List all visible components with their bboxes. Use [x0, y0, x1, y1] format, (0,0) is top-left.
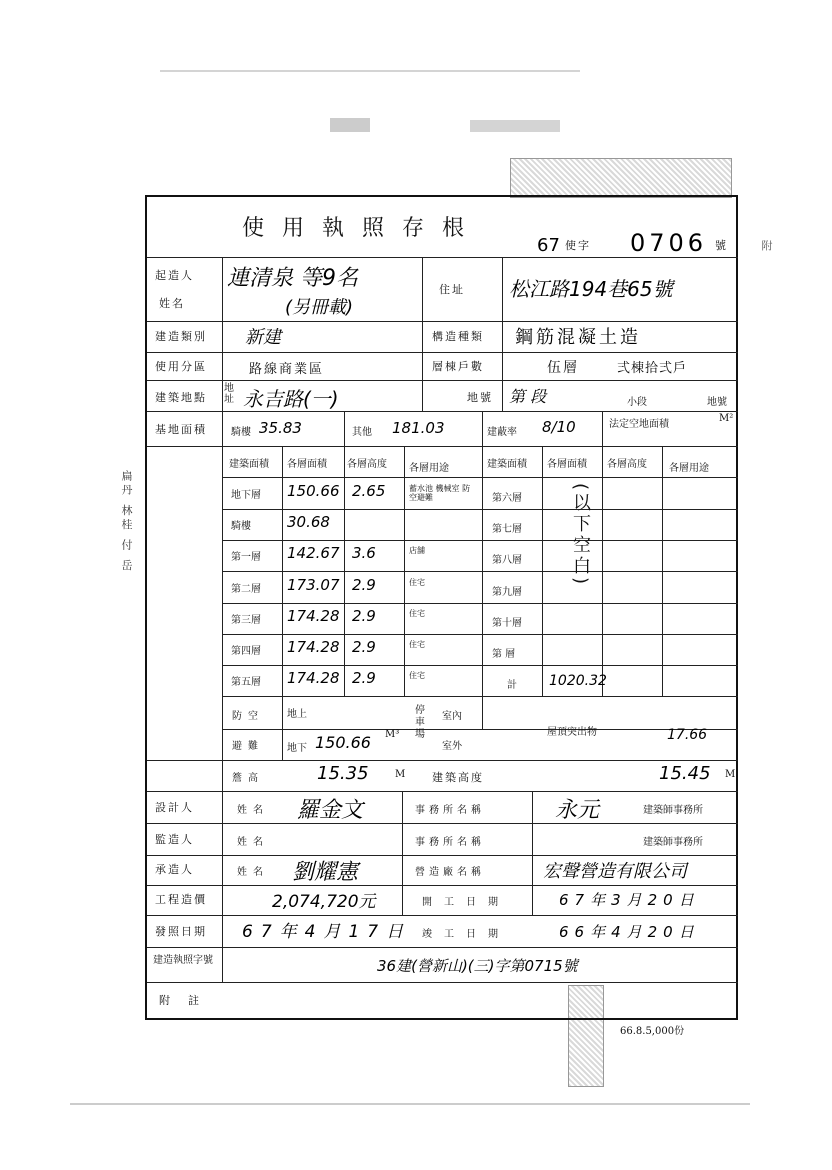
rule	[222, 760, 223, 982]
floor-use: 店舖	[409, 546, 425, 555]
rule	[147, 257, 738, 258]
rule	[147, 885, 738, 886]
supervisor-label: 監造人	[155, 833, 194, 846]
owner-label: 起造人	[155, 269, 194, 282]
owner-address: 松江路194巷65號	[509, 277, 673, 301]
height-value: 15.45	[659, 763, 711, 784]
eave-value: 15.35	[317, 763, 369, 784]
rule	[222, 257, 223, 760]
issue-value: 67年4月17日	[242, 922, 412, 942]
floor-area: 173.07	[287, 576, 340, 594]
rule	[222, 696, 738, 697]
location-value: 永吉路(一)	[243, 387, 339, 411]
eave-label: 簷高	[232, 773, 264, 784]
floors-value: 伍層	[547, 360, 579, 376]
upper-floor: 第七層	[492, 524, 522, 535]
finish-label: 竣工日期	[422, 929, 510, 940]
floor-area: 174.28	[287, 638, 340, 656]
rule	[147, 411, 738, 412]
floor-name: 騎樓	[231, 521, 251, 532]
other-value: 181.03	[392, 419, 445, 437]
owner-name-note: (另冊載)	[285, 297, 354, 318]
rule	[532, 791, 533, 916]
office-label: 事務所名稱	[415, 837, 485, 848]
structure-label: 構造種類	[432, 330, 484, 343]
remarks-label: 附註	[159, 994, 217, 1007]
eave-unit: M	[395, 769, 406, 780]
height-unit: M	[725, 769, 736, 780]
floor-use: 住宅	[409, 671, 425, 680]
rule	[542, 446, 543, 696]
rule	[222, 729, 738, 730]
floor-height: 2.65	[352, 482, 386, 500]
zone-value: 路線商業區	[249, 362, 325, 377]
permit-suffix: 號	[715, 239, 728, 252]
scan-noise-bottom	[70, 1103, 750, 1105]
rule	[147, 915, 738, 916]
permit-word: 使字	[565, 239, 591, 252]
issue-label: 發照日期	[155, 925, 207, 938]
margin-note: 附	[760, 240, 773, 254]
roof-label: 屋頂突出物	[547, 727, 597, 738]
floor-use: 住宅	[409, 609, 425, 618]
owner-name: 連清泉 等9名	[227, 266, 358, 291]
above-label: 地上	[287, 709, 307, 720]
rule	[404, 446, 405, 696]
upper-floor: 第六層	[492, 493, 522, 504]
floor-area: 174.28	[287, 607, 340, 625]
arcade-label: 騎樓	[231, 427, 251, 438]
upper-floor: 第十層	[492, 618, 522, 629]
rule	[147, 352, 738, 353]
scan-noise-mark	[330, 118, 370, 132]
floor-area: 174.28	[287, 669, 340, 687]
col-header: 建築面積	[487, 459, 527, 470]
col-header: 各層用途	[669, 463, 709, 474]
total-label: 計	[507, 680, 517, 691]
lot-value: 第 段	[509, 387, 547, 406]
roof-value: 17.66	[667, 727, 708, 743]
office-suffix: 建築師事務所	[643, 837, 703, 848]
rule	[222, 571, 738, 572]
site-area-label: 基地面積	[155, 423, 207, 436]
contractor-name: 劉耀憲	[292, 860, 359, 885]
rule	[602, 411, 603, 696]
rule	[282, 446, 283, 760]
below-unit: M³	[385, 729, 400, 740]
floor-name: 第三層	[231, 615, 261, 626]
permit-year: 67	[537, 235, 560, 256]
upper-floor: 第九層	[492, 587, 522, 598]
col-header: 各層用途	[409, 463, 449, 474]
floor-name: 地下層	[231, 490, 261, 501]
floor-area: 150.66	[287, 482, 340, 500]
rule	[402, 791, 403, 916]
rule	[147, 947, 738, 948]
margin-note: 扁丹 林桂 付 岳	[120, 470, 133, 574]
rule	[662, 446, 663, 696]
rule	[222, 477, 738, 478]
shelter-label: 避難	[232, 741, 264, 752]
contractor-name-label: 姓名	[237, 867, 269, 878]
form-title: 使用執照存根	[242, 216, 483, 241]
floor-height: 2.9	[352, 669, 376, 687]
license-stub-form	[145, 195, 738, 1020]
floor-name: 第四層	[231, 646, 261, 657]
below-value: 150.66	[315, 733, 371, 752]
floor-name: 第二層	[231, 584, 261, 595]
rule	[422, 257, 423, 412]
rule	[147, 760, 738, 761]
designer-label: 設計人	[155, 801, 194, 814]
floor-height: 2.9	[352, 607, 376, 625]
parking-label: 停車場	[415, 705, 425, 740]
scan-noise-top	[160, 70, 580, 72]
office-label: 事務所名稱	[415, 805, 485, 816]
company-label: 營造廠名稱	[415, 867, 485, 878]
permit-ref-label: 建造執照字號	[153, 955, 213, 966]
rule	[147, 791, 738, 792]
category-label: 建造類別	[155, 330, 207, 343]
floor-use: 住宅	[409, 578, 425, 587]
rule	[147, 855, 738, 856]
coverage-label: 建蔽率	[487, 427, 517, 438]
rule	[222, 509, 738, 510]
designer-name-label: 姓名	[237, 805, 269, 816]
owner-name-label: 姓名	[159, 297, 185, 310]
rule	[222, 603, 738, 604]
rule	[482, 411, 483, 730]
floors-label: 層棟戶數	[432, 360, 484, 373]
arcade-value: 35.83	[259, 419, 302, 437]
height-label: 建築高度	[432, 771, 484, 784]
location-label: 建築地點	[155, 391, 207, 404]
col-header: 建築面積	[229, 459, 269, 470]
col-header: 各層面積	[547, 459, 587, 470]
below-label: 地下	[287, 743, 307, 754]
outdoor-label: 室外	[442, 741, 462, 752]
upper-floor: 第八層	[492, 555, 522, 566]
permit-number: 0706	[630, 229, 708, 257]
upper-floor: 第 層	[492, 649, 516, 660]
other-label: 其他	[352, 427, 372, 438]
owner-address-label: 住址	[439, 283, 465, 296]
office-suffix: 建築師事務所	[643, 805, 703, 816]
side-stamp	[510, 158, 732, 198]
office-value: 永元	[555, 798, 600, 823]
company-value: 宏聲營造有限公司	[543, 861, 687, 882]
floor-height: 3.6	[352, 544, 376, 562]
floor-height: 2.9	[352, 638, 376, 656]
rule	[222, 634, 738, 635]
indoor-label: 室內	[442, 711, 462, 722]
rule	[502, 257, 503, 412]
coverage-value: 8/10	[542, 418, 576, 436]
cost-label: 工程造價	[155, 893, 207, 906]
floor-name: 第一層	[231, 552, 261, 563]
shelter-label: 防空	[232, 711, 264, 722]
lot-end: 地號	[707, 397, 727, 408]
rule	[222, 540, 738, 541]
rule	[147, 380, 738, 381]
finish-value: 66年4月20日	[559, 923, 700, 941]
category-value: 新建	[245, 327, 281, 348]
rule	[147, 823, 738, 824]
col-header: 各層高度	[347, 459, 387, 470]
area-unit: M²	[719, 413, 734, 424]
cost-value: 2,074,720元	[272, 892, 376, 912]
rule	[344, 411, 345, 696]
floor-area: 142.67	[287, 544, 340, 562]
rule	[222, 665, 738, 666]
structure-value: 鋼筋混凝土造	[515, 327, 641, 348]
supervisor-name-label: 姓名	[237, 837, 269, 848]
rule	[147, 982, 738, 983]
legal-space-label: 法定空地面積	[609, 419, 669, 430]
floor-area: 30.68	[287, 513, 330, 531]
col-header: 各層面積	[287, 459, 327, 470]
zone-label: 使用分區	[155, 360, 207, 373]
designer-name: 羅金文	[297, 798, 364, 823]
rule	[147, 321, 738, 322]
lot-label: 地號	[467, 391, 493, 404]
total-value: 1020.32	[549, 673, 607, 689]
floor-name: 第五層	[231, 677, 261, 688]
scan-noise-mark	[470, 120, 560, 132]
permit-ref-value: 36建(營新山)(三)字第0715號	[377, 957, 578, 975]
location-prefix: 地址	[224, 383, 234, 405]
print-note: 66.8.5,000份	[620, 1026, 685, 1037]
upper-note: (以下空白)	[570, 483, 591, 588]
floor-height: 2.9	[352, 576, 376, 594]
floor-use: 住宅	[409, 640, 425, 649]
rule	[147, 446, 738, 447]
start-value: 67年3月20日	[559, 891, 700, 909]
floor-use: 蓄水池 機械室 防空避難	[409, 484, 471, 502]
units-value: 弍棟拾弍戶	[617, 361, 688, 376]
col-header: 各層高度	[607, 459, 647, 470]
lot-suffix: 小段	[627, 397, 647, 408]
start-label: 開工日期	[422, 897, 510, 908]
contractor-label: 承造人	[155, 863, 194, 876]
